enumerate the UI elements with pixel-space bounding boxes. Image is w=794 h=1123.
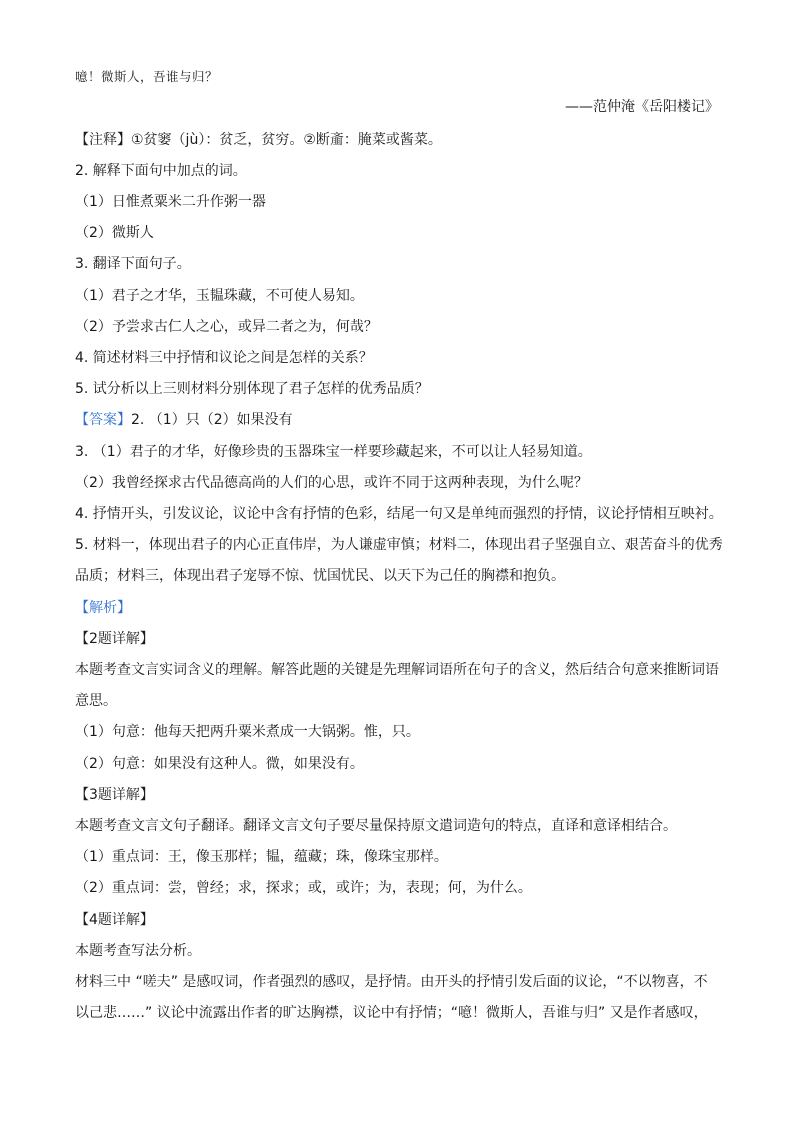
detail-3-title: 【3题详解】: [75, 787, 154, 803]
question-3-1: （1）君子之才华，玉韫珠藏，不可使人易知。: [75, 288, 364, 304]
answer-2: 2. （1）只（2）如果没有: [131, 412, 293, 428]
detail-3-item-1: （1）重点词：王，像玉那样；韫，蕴藏；珠，像珠宝那样。: [75, 849, 448, 865]
detail-4-title: 【4题详解】: [75, 912, 154, 928]
detail-3-body: 本题考查文言文句子翻译。翻译文言文句子要尽量保持原文遣词造句的特点，直译和意译相结合。: [75, 818, 677, 834]
detail-4-body: 本题考查写法分析。: [75, 943, 201, 959]
question-3-2: （2）予尝求古仁人之心，或异二者之为，何哉？: [75, 319, 378, 335]
answer-3-2: （2）我曾经探求古代品德高尚的人们的心思，或许不同于这两种表现，为什么呢？: [75, 475, 588, 491]
detail-2-title: 【2题详解】: [75, 631, 154, 647]
answer-label: 【答案】: [75, 412, 131, 428]
question-5: 5. 试分析以上三则材料分别体现了君子怎样的优秀品质？: [75, 381, 429, 397]
detail-4-text-line-1: 材料三中 “嗟夫” 是感叹词，作者强烈的感叹，是抒情。由开头的抒情引发后面的议论，“不以物喜，不: [75, 974, 708, 990]
detail-4-text-line-2: 以己悲……” 议论中流露出作者的旷达胸襟，议论中有抒情；“噫！微斯人，吾谁与归” 又是作者感叹，: [75, 1005, 708, 1021]
answer-3-1: 3. （1）君子的才华，好像珍贵的玉器珠宝一样要珍藏起来，不可以让人轻易知道。: [75, 444, 592, 460]
analysis-label: 【解析】: [75, 600, 131, 616]
detail-2-body-line-1: 本题考查文言实词含义的理解。解答此题的关键是先理解词语所在句子的含义，然后结合句意来推断词语: [75, 662, 719, 678]
detail-3-item-2: （2）重点词：尝，曾经；求，探求；或，或许；为，表现；何，为什么。: [75, 880, 532, 896]
quote-line: 噫！微斯人，吾谁与归？: [75, 69, 219, 84]
note: 【注释】①贫窭（jù）：贫乏，贫穷。②断齑：腌菜或酱菜。: [75, 132, 442, 148]
question-4: 4. 简述材料三中抒情和议论之间是怎样的关系？: [75, 350, 373, 366]
answer-5-line-1: 5. 材料一，体现出君子的内心正直伟岸，为人谦虚审慎；材料二，体现出君子坚强自立、艰苦奋斗的优秀: [75, 537, 723, 553]
detail-2-item-2: （2）句意：如果没有这种人。微，如果没有。: [75, 756, 364, 772]
detail-2-item-1: （1）句意：他每天把两升粟米煮成一大锅粥。惟，只。: [75, 724, 420, 740]
question-2-1: （1）日惟煮粟米二升作粥一器: [75, 194, 266, 210]
answer-4: 4. 抒情开头，引发议论，议论中含有抒情的色彩，结尾一句又是单纯而强烈的抒情，议论抒情相互映衬。: [75, 506, 723, 522]
answer-5-line-2: 品质；材料三，体现出君子宠辱不惊、忧国忧民、以天下为己任的胸襟和抱负。: [75, 568, 565, 584]
detail-2-body-line-2: 意思。: [75, 693, 117, 709]
question-2-2: （2）微斯人: [75, 225, 154, 241]
question-3: 3. 翻译下面句子。: [75, 256, 191, 272]
attribution: ——范仲淹《岳阳楼记》: [565, 99, 719, 115]
answer-2-line: [75, 410, 293, 430]
question-2: 2. 解释下面句中加点的词。: [75, 163, 247, 179]
